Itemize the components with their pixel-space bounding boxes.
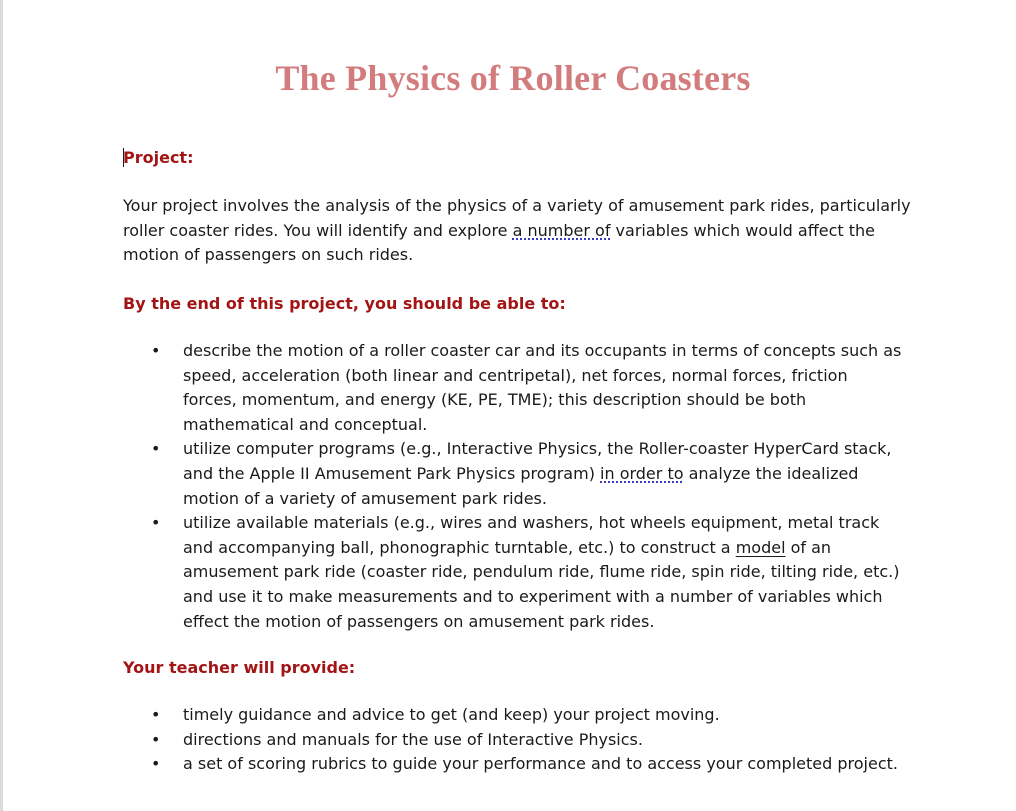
grammar-flag[interactable]: a number of: [512, 220, 611, 240]
list-item: • utilize computer programs (e.g., Interactive Physics, the Roller-coaster HyperCard stack, and the Apple II Amusement Park Physics program) in order to analyze the idealized motion of a variety of amusement park rides.: [151, 439, 892, 508]
list-item: • directions and manuals for the use of Interactive Physics.: [123, 728, 903, 753]
objectives-list: [123, 339, 913, 634]
project-description: Your project involves the analysis of the physics of a variety of amusement park rides, particularly roller coaster rides. You will identify and explore a number of variables which would affect the motion of passengers on such rides.: [123, 196, 911, 265]
bullet-icon: •: [151, 705, 161, 724]
bullet-icon: •: [151, 439, 161, 459]
project-heading: Project:: [123, 148, 194, 167]
bullet-icon: •: [151, 754, 161, 774]
bullet-icon: •: [151, 729, 161, 749]
list-item: • timely guidance and advice to get (and keep) your project moving.: [123, 703, 903, 728]
bullet-icon: •: [151, 341, 161, 360]
bullet-icon: •: [151, 513, 161, 533]
teacher-heading: Your teacher will provide:: [123, 658, 356, 677]
list-item: • utilize available materials (e.g., wires and washers, hot wheels equipment, metal track and accompanying ball, phonographic turntable, etc.) to construct a model of an amusement park ride (coaster ride, pendulum ride, flume ride, spin ride, tilting ride, etc.) and use it to make measurements and to experiment with a number of variables which effect the motion of passengers on amusement park rides.: [151, 513, 900, 631]
page-left-edge: [0, 0, 3, 811]
list-item: • a set of scoring rubrics to guide your performance and to access your completed project.: [123, 752, 903, 777]
grammar-flag[interactable]: in order to: [600, 463, 684, 483]
list-item: • describe the motion of a roller coaster car and its occupants in terms of concepts such as speed, acceleration (both linear and centripetal), net forces, normal forces, friction forces, momentum, and energy (KE, PE, TME); this description should be both mathematical and conceptual.: [151, 341, 902, 434]
document-title: The Physics of Roller Coasters: [275, 58, 751, 98]
objectives-heading: By the end of this project, you should be able to:: [123, 294, 566, 313]
teacher-list: [123, 703, 913, 777]
underlined-word: model: [735, 537, 786, 557]
